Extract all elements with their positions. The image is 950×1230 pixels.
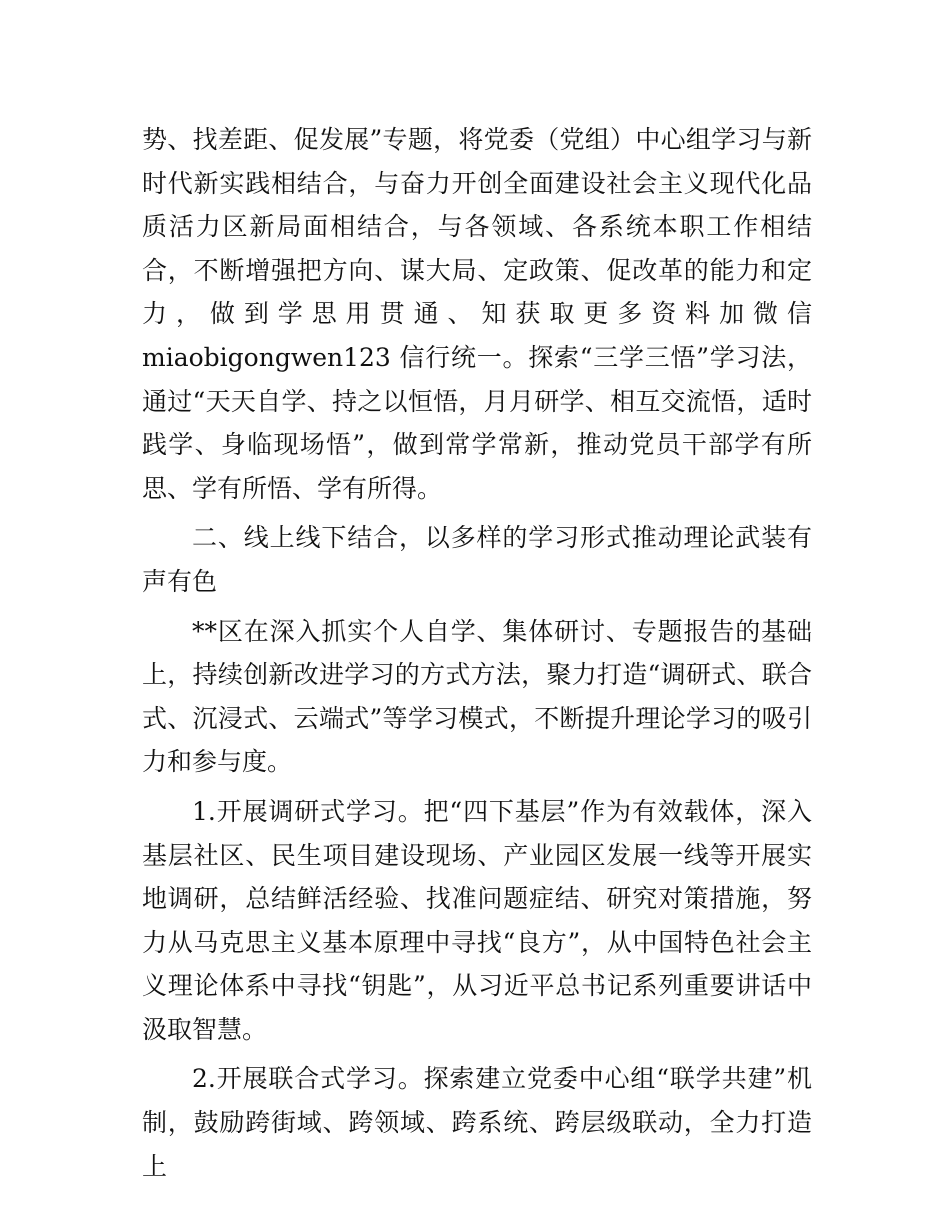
paragraph-item-2: 2.开展联合式学习。探索建立党委中心组“联学共建”机制，鼓励跨街域、跨领域、跨系统、跨层级联动，全力打造上 [142, 1064, 812, 1181]
paragraph-continuation: 势、找差距、促发展”专题，将党委（党组）中心组学习与新时代新实践相结合，与奋力开创全面建设社会主义现代化品质活力区新局面相结合，与各领域、各系统本职工作相结合，不断增强把方向、谋大局、定政策、促改革的能力和定力，做到学思用贯通、知获取更多资料加微信 miaobigongwen123 信行统一。探索“三学三悟”学习法，通过“天天自学、持之以恒悟，月月研学、相互交流悟，适时践学、身临现场悟”，做到常学常新，推动党员干部学有所思、学有所悟、学有所得。 [142, 125, 812, 503]
paragraph-item-1: 1.开展调研式学习。把“四下基层”作为有效载体，深入基层社区、民生项目建设现场、产业园区发展一线等开展实地调研，总结鲜活经验、找准问题症结、研究对策措施，努力从马克思主义基本原理中寻找“良方”，从中国特色社会主义理论体系中寻找“钥匙”，从习近平总书记系列重要讲话中汲取智慧。 [142, 796, 812, 1044]
paragraph-intro: **区在深入抓实个人自学、集体研讨、专题报告的基础上，持续创新改进学习的方式方法，聚力打造“调研式、联合式、沉浸式、云端式”等学习模式，不断提升理论学习的吸引力和参与度。 [142, 616, 812, 777]
section-heading: 二、线上线下结合，以多样的学习形式推动理论武装有声有色 [142, 523, 812, 596]
document-page [142, 118, 812, 1188]
